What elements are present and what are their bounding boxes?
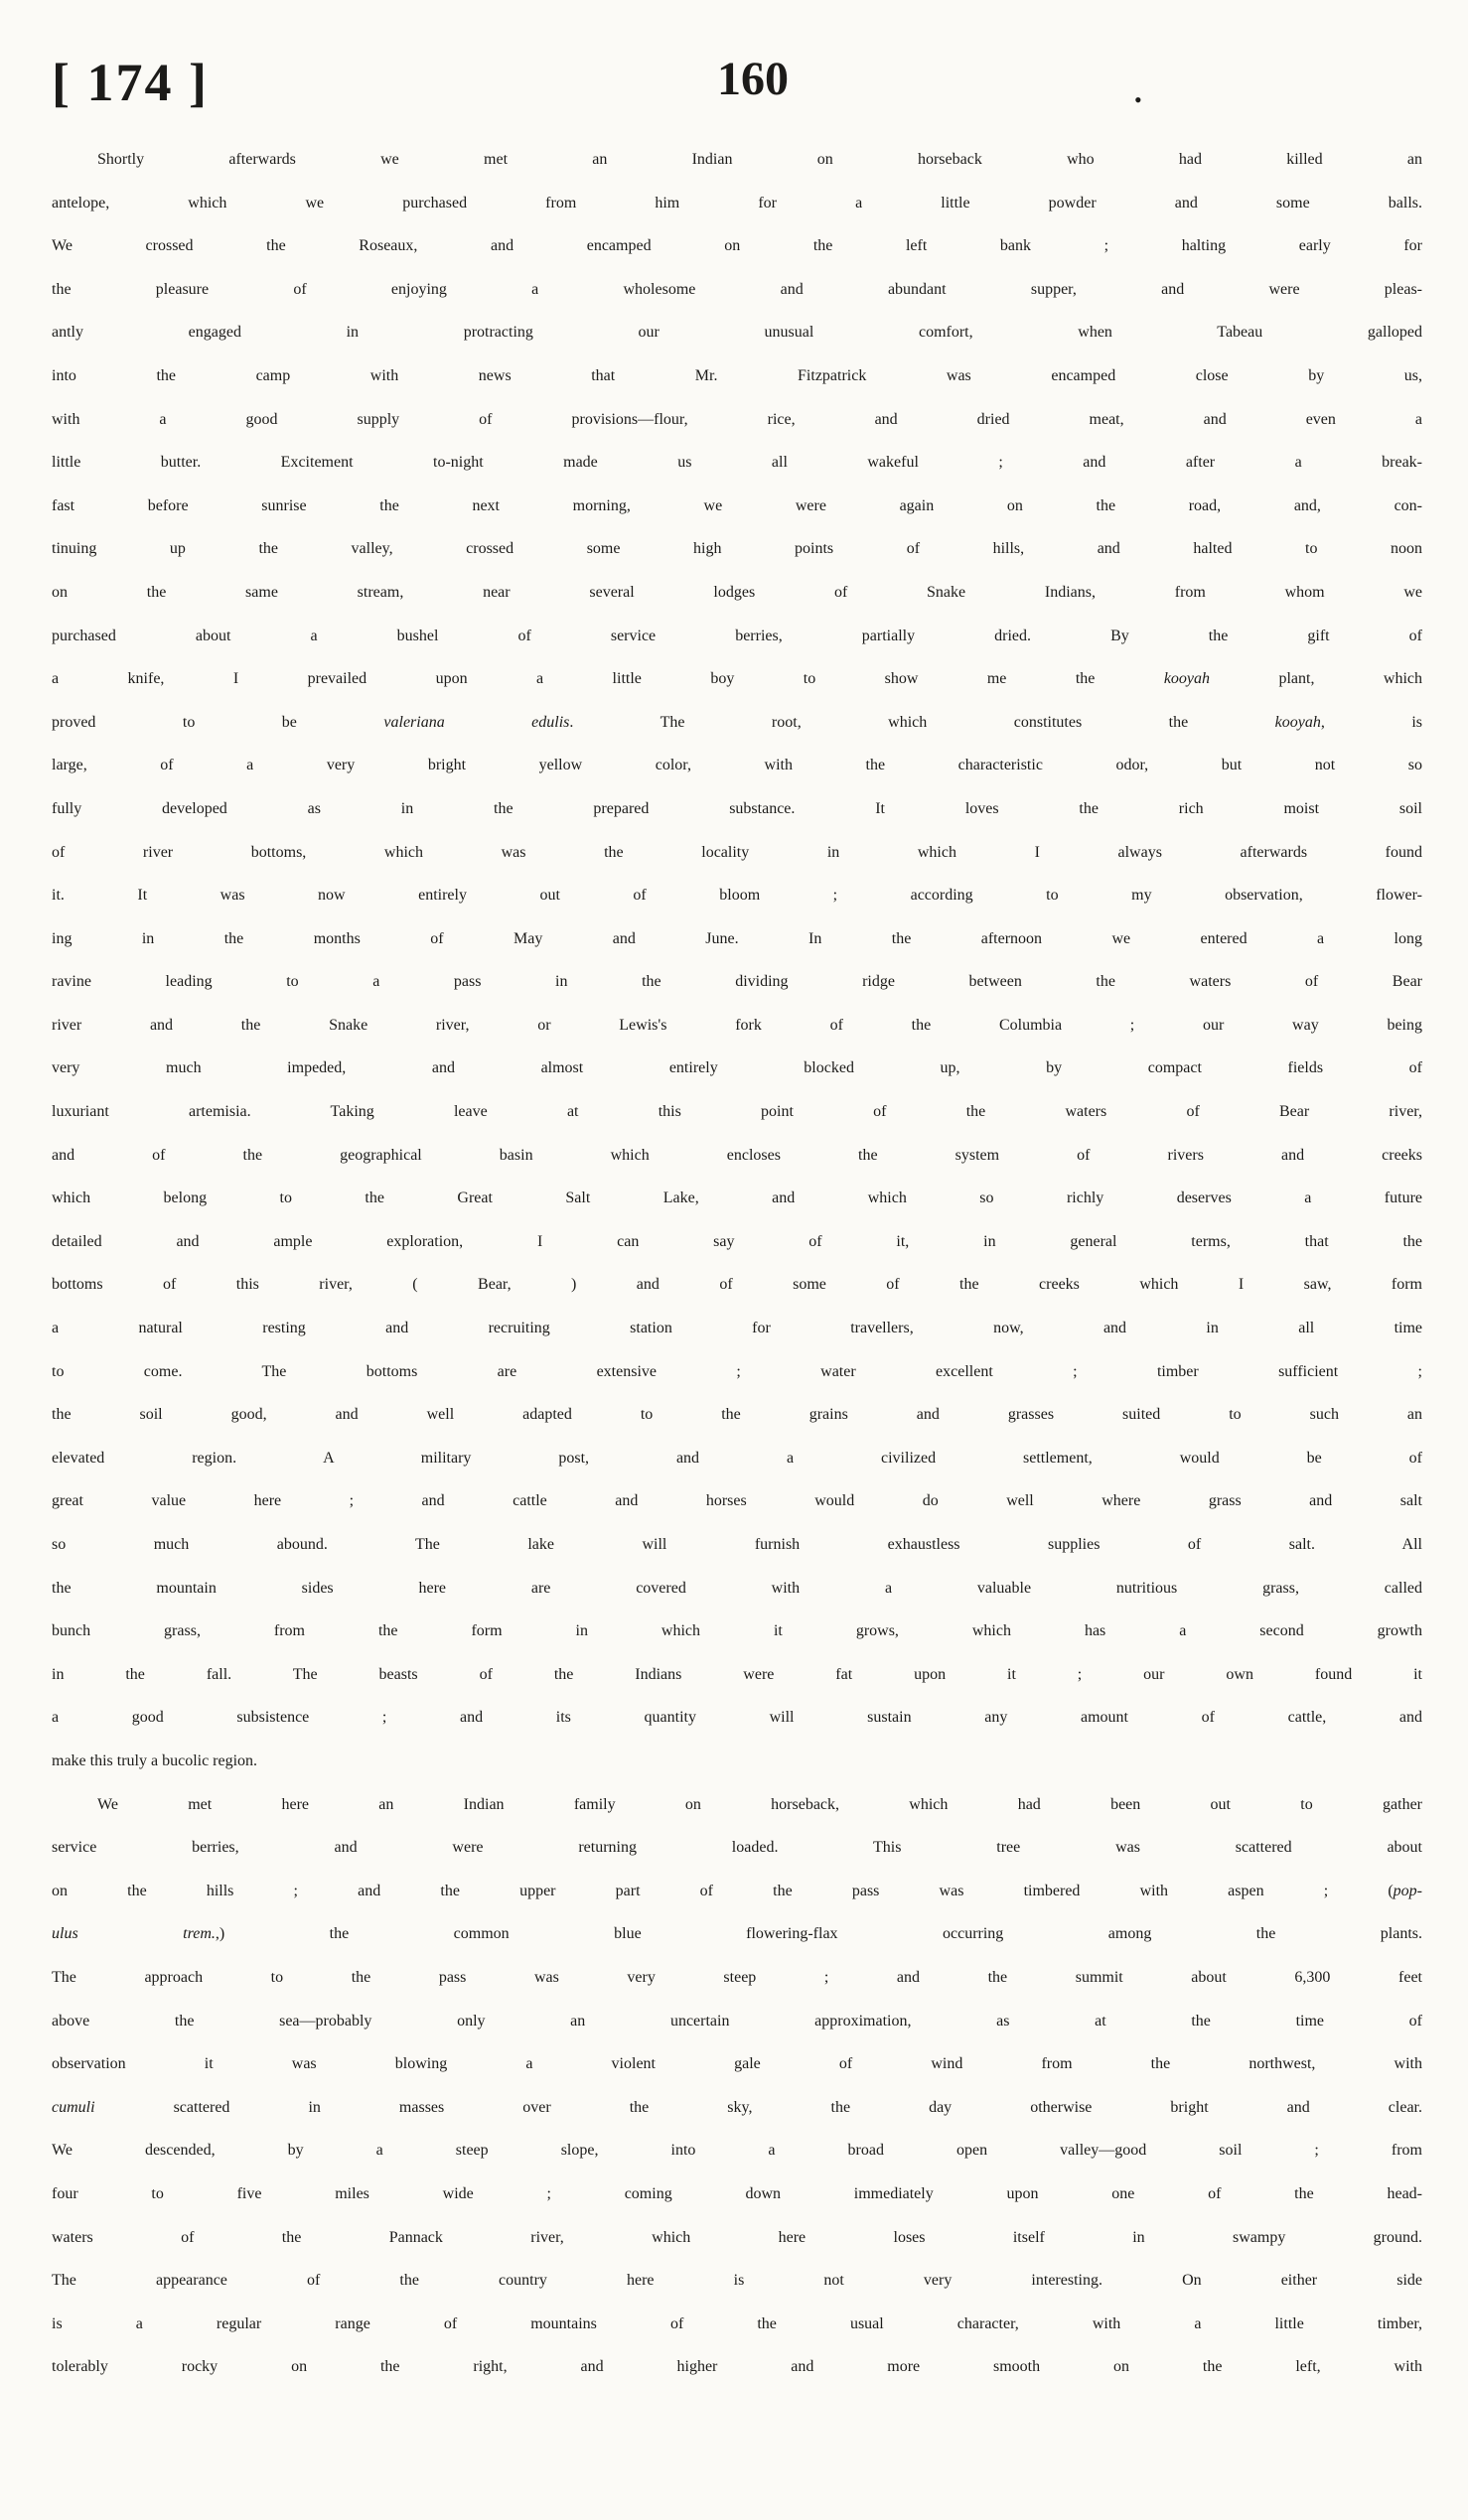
text-line: it. It was now entirely out of bloom ; according to my observation, flower-: [52, 887, 1422, 905]
text-line: antelope, which we purchased from him for a little powder and some balls.: [52, 194, 1422, 211]
text-line: luxuriant artemisia. Taking leave at this point of the waters of Bear river,: [52, 1103, 1422, 1121]
text-line: fast before sunrise the next morning, we were again on the road, and, con-: [52, 496, 1422, 514]
text-line: antly engaged in protracting our unusual comfort, when Tabeau galloped: [52, 324, 1422, 342]
italic-text: pop-: [1393, 1882, 1422, 1899]
text-line: large, of a very bright yellow color, with the characteristic odor, but not so: [52, 757, 1422, 774]
text-line: waters of the Pannack river, which here loses itself in swampy ground.: [52, 2228, 1422, 2246]
text-line: The appearance of the country here is not very interesting. On either side: [52, 2272, 1422, 2290]
text-line: with a good supply of provisions—flour, rice, and dried meat, and even a: [52, 410, 1422, 428]
text-line: on the hills ; and the upper part of the pass was timbered with aspen ; (pop-: [52, 1882, 1422, 1899]
text-line: the pleasure of enjoying a wholesome and abundant supper, and were pleas-: [52, 280, 1422, 298]
text-line: a natural resting and recruiting station for travellers, now, and in all time: [52, 1320, 1422, 1337]
text-line: detailed and ample exploration, I can say of it, in general terms, that the: [52, 1232, 1422, 1250]
page-header: [52, 52, 1422, 121]
text-line: ing in the months of May and June. In the afternoon we entered a long: [52, 929, 1422, 947]
text-line: observation it was blowing a violent gale of wind from the northwest, with: [52, 2055, 1422, 2073]
text-line: the mountain sides here are covered with a valuable nutritious grass, called: [52, 1579, 1422, 1597]
text-line: ulus trem.,) the common blue flowering-flax occurring among the plants.: [52, 1925, 1422, 1943]
text-line: a good subsistence ; and its quantity will sustain any amount of cattle, and: [52, 1709, 1422, 1727]
italic-text: valeriana edulis: [383, 713, 570, 731]
text-line: We crossed the Roseaux, and encamped on the left bank ; halting early for: [52, 237, 1422, 255]
text-line: great value here ; and cattle and horses would do well where grass and salt: [52, 1492, 1422, 1510]
text-line: very much impeded, and almost entirely blocked up, by compact fields of: [52, 1059, 1422, 1077]
text-line: on the same stream, near several lodges of Snake Indians, from whom we: [52, 583, 1422, 601]
text-line: tinuing up the valley, crossed some high points of hills, and halted to noon: [52, 540, 1422, 558]
page-number: 160: [717, 53, 789, 105]
text-line: elevated region. A military post, and a civilized settlement, would be of: [52, 1449, 1422, 1467]
text-line: little butter. Excitement to-night made us all wakeful ; and after a break-: [52, 454, 1422, 472]
text-line: into the camp with news that Mr. Fitzpatrick was encamped close by us,: [52, 366, 1422, 384]
text-line: is a regular range of mountains of the usual character, with a little timber,: [52, 2314, 1422, 2332]
text-line: Shortly afterwards we met an Indian on horseback who had killed an: [97, 151, 1422, 168]
text-line: to come. The bottoms are extensive ; water excellent ; timber sufficient ;: [52, 1362, 1422, 1380]
text-line: bunch grass, from the form in which it grows, which has a second growth: [52, 1622, 1422, 1640]
text-line: We met here an Indian family on horseback, which had been out to gather: [97, 1795, 1422, 1813]
text-line: proved to be valeriana edulis. The root, which constitutes the kooyah, is: [52, 713, 1422, 731]
text-line: river and the Snake river, or Lewis's fork of the Columbia ; our way being: [52, 1016, 1422, 1034]
italic-text: kooyah: [1163, 670, 1211, 688]
italic-text: kooyah: [1274, 713, 1321, 731]
body-text: [52, 151, 1422, 2402]
text-line: in the fall. The beasts of the Indians were fat upon it ; our own found it: [52, 1665, 1422, 1683]
italic-text: cumuli: [52, 2098, 95, 2116]
paragraph: [52, 151, 1422, 1796]
text-line: We descended, by a steep slope, into a broad open valley—good soil ; from: [52, 2142, 1422, 2160]
text-line: fully developed as in the prepared substance. It loves the rich moist soil: [52, 799, 1422, 817]
text-line: above the sea—probably only an uncertain approximation, as at the time of: [52, 2012, 1422, 2030]
text-line: service berries, and were returning loaded. This tree was scattered about: [52, 1839, 1422, 1857]
paragraph: [52, 1796, 1422, 2402]
text-line: of river bottoms, which was the locality in which I always afterwards found: [52, 843, 1422, 861]
text-line: so much abound. The lake will furnish exhaustless supplies of salt. All: [52, 1536, 1422, 1553]
text-line: which belong to the Great Salt Lake, and which so richly deserves a future: [52, 1190, 1422, 1207]
text-line: The approach to the pass was very steep ; and the summit about 6,300 feet: [52, 1968, 1422, 1986]
original-page-number: [ 174 ]: [52, 53, 209, 112]
text-line: make this truly a bucolic region.: [52, 1751, 258, 1769]
text-line: the soil good, and well adapted to the grains and grasses suited to such an: [52, 1406, 1422, 1424]
text-line: ravine leading to a pass in the dividing ridge between the waters of Bear: [52, 973, 1422, 991]
text-line: four to five miles wide ; coming down immediately upon one of the head-: [52, 2184, 1422, 2202]
text-line: a knife, I prevailed upon a little boy to show me the kooyah plant, which: [52, 670, 1422, 688]
stray-mark: •: [1134, 87, 1142, 112]
text-line: cumuli scattered in masses over the sky, the day otherwise bright and clear.: [52, 2098, 1422, 2116]
text-line: tolerably rocky on the right, and higher and more smooth on the left, with: [52, 2358, 1422, 2376]
italic-text: ulus trem.: [52, 1925, 216, 1943]
text-line: purchased about a bushel of service berries, partially dried. By the gift of: [52, 627, 1422, 644]
text-line: and of the geographical basin which encloses the system of rivers and creeks: [52, 1146, 1422, 1164]
text-line: bottoms of this river, ( Bear, ) and of some of the creeks which I saw, form: [52, 1276, 1422, 1294]
